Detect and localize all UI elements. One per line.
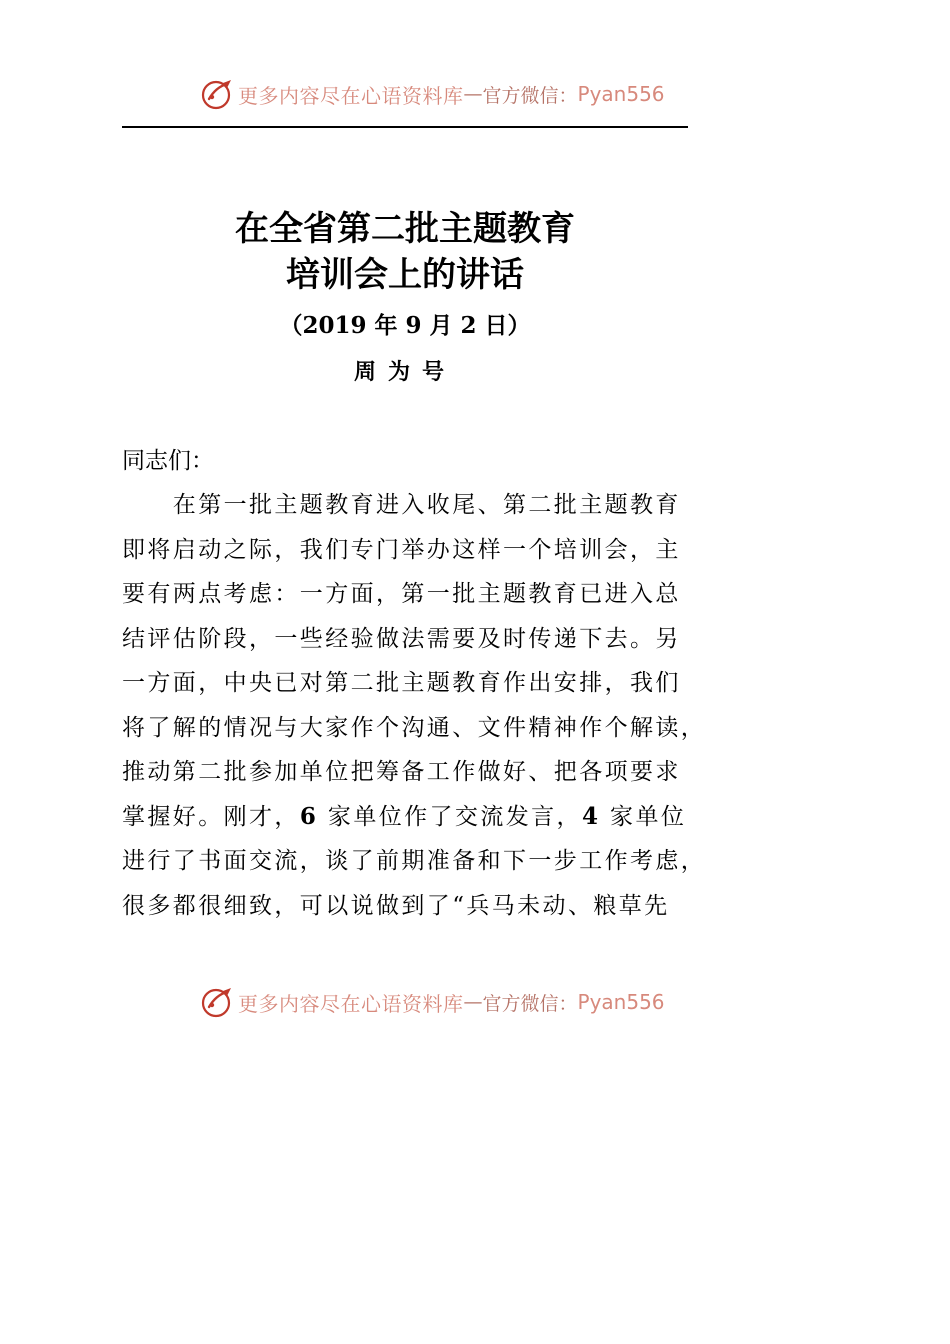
body-line: 结评估阶段，一些经验做法需要及时传递下去。另 [122,626,681,652]
body-line: 将了解的情况与大家作个沟通、文件精神作个解读， [122,715,707,741]
document-title-line2: 培训会上的讲话 [286,255,524,295]
body-line: 推动第二批参加单位把筹备工作做好、把各项要求 [122,759,681,785]
body-line: 掌握好。刚才，6 家单位作了交流发言，4 家单位 [122,803,687,830]
footer-watermark [200,982,760,1022]
watermark-wechat-label: 官方微信： [482,992,578,1015]
watermark-dash: — [463,83,483,105]
watermark-wechat-id: Pyan556 [577,990,665,1014]
body-line: 进行了书面交流，谈了前期准备和下一步工作考虑， [122,848,707,874]
watermark-wechat-id: Pyan556 [577,82,665,106]
document-title-line1: 在全省第二批主题教育 [235,209,575,249]
body-line: 一方面，中央已对第二批主题教育作出安排，我们 [122,670,681,696]
document-author: 周为号 [353,359,456,385]
body-line: 要有两点考虑：一方面，第一批主题教育已进入总 [122,581,681,607]
pen-logo-icon [200,985,234,1019]
watermark-wechat-label: 官方微信： [482,84,578,107]
header-rule [122,126,688,128]
document-date: （2019 年 9 月 2 日） [279,312,531,339]
body-line: 很多都很细致，可以说做到了“兵马未动、粮草先 [122,893,670,919]
header-watermark [200,74,760,114]
watermark-dash: — [463,991,483,1013]
watermark-text: 更多内容尽在心语资料库 [238,991,464,1016]
watermark-text: 更多内容尽在心语资料库 [238,83,464,108]
body-line: 在第一批主题教育进入收尾、第二批主题教育 [122,492,681,518]
pen-logo-icon [200,77,234,111]
greeting: 同志们： [122,448,214,474]
body-line: 即将启动之际，我们专门举办这样一个培训会，主 [122,537,681,563]
